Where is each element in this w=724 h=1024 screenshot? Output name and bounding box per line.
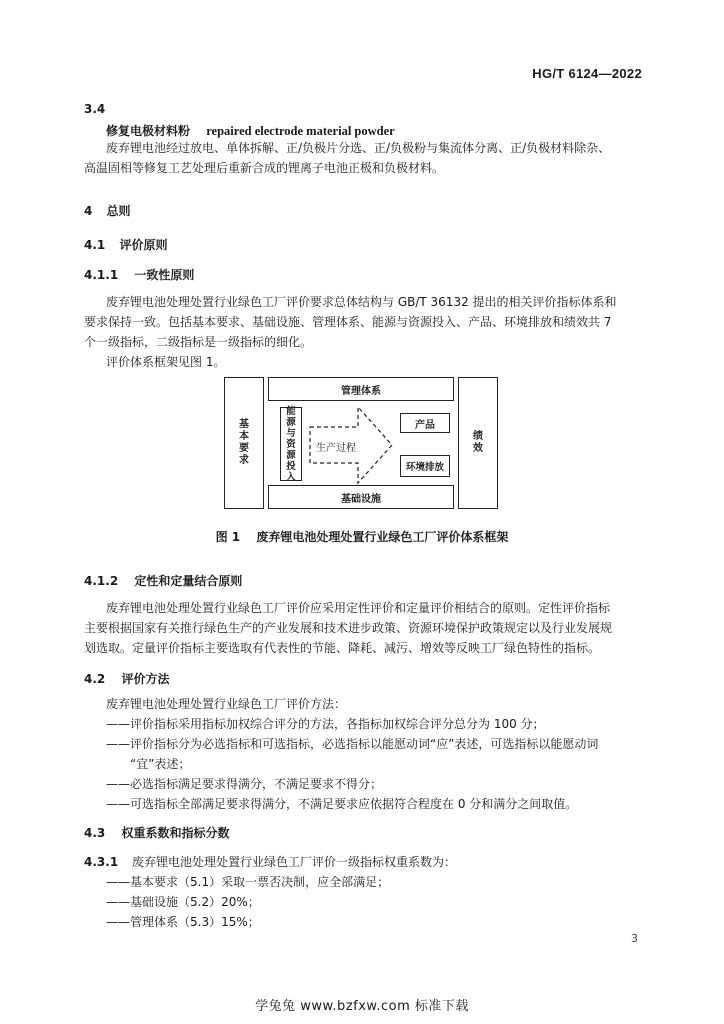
- section-4-3-1-number: 4.3.1: [84, 855, 119, 869]
- infrastructure-label: 基础设施: [341, 493, 381, 505]
- vertical-char: 本: [239, 431, 249, 442]
- section-4-3-number: 4.3: [84, 826, 106, 840]
- vertical-char: 与: [286, 427, 296, 439]
- section-4-number: 4: [84, 204, 93, 218]
- standard-code: HG/T 6124—2022: [532, 66, 642, 81]
- vertical-char: 要: [239, 443, 249, 454]
- section-4-1-1-heading: [84, 266, 194, 283]
- vertical-char: 投: [286, 460, 296, 472]
- list-item-4-3-1-3: ——管理体系（5.3）15%；: [106, 915, 260, 929]
- vertical-char: 基: [239, 419, 249, 430]
- list-item-4-2-1: ——评价指标采用指标加权综合评分的方法，各指标加权综合评分总分为 100 分；: [106, 717, 545, 731]
- section-4-heading: [84, 202, 131, 219]
- performance-label: [459, 378, 497, 508]
- watermark-footer: 学兔兔 www.bzfxw.com 标准下载: [255, 999, 469, 1014]
- environmental-emission-label: 环境排放: [405, 462, 444, 473]
- section-4-1-heading: [84, 236, 167, 253]
- para-4-1-2-line-1: 废弃锂电池处理处置行业绿色工厂评价应采用定性评价和定量评价相结合的原则。定性评价指标: [106, 601, 611, 615]
- term-zh: 修复电极材料粉: [106, 124, 191, 138]
- environmental-emission-box: [400, 455, 450, 477]
- vertical-char: 效: [473, 443, 483, 454]
- basic-requirements-box: [224, 377, 264, 509]
- section-4-2-heading: [84, 670, 169, 687]
- section-3-4-number: 3.4: [84, 102, 106, 116]
- performance-box: [458, 377, 498, 509]
- framework-figure: [222, 369, 500, 517]
- section-4-1-2-title: 定性和定量结合原则: [134, 574, 243, 588]
- infrastructure-box: [268, 485, 454, 509]
- vertical-char: 求: [239, 455, 249, 466]
- energy-resource-input-label: [281, 405, 301, 483]
- management-system-label: 管理体系: [341, 385, 381, 397]
- list-item-4-2-2: ——评价指标分为必选指标和可选指标，必选指标以能愿动词“应”表述，可选指标以能愿动词: [106, 737, 599, 751]
- energy-resource-input-box: [280, 407, 302, 481]
- section-4-3-heading: [84, 824, 229, 841]
- vertical-char: 入: [286, 471, 296, 483]
- para-4-3-1: [84, 852, 456, 872]
- section-4-2-number: 4.2: [84, 672, 106, 686]
- term-en: repaired electrode material powder: [206, 124, 395, 138]
- figure-caption: [0, 528, 724, 545]
- term-definition-line-2: 高温固相等修复工艺处理后重新合成的锂离子电池正极和负极材料。: [84, 161, 445, 175]
- para-4-1-1-figure-ref: 评价体系框架见图 1。: [106, 355, 226, 369]
- section-4-1-2-number: 4.1.2: [84, 574, 119, 588]
- term-title: [106, 122, 395, 139]
- para-4-2-intro: 废弃锂电池处理处置行业绿色工厂评价方法：: [106, 697, 347, 711]
- figure-caption-text: 废弃锂电池处理处置行业绿色工厂评价体系框架: [256, 530, 509, 544]
- vertical-char: 源: [286, 416, 296, 428]
- vertical-char: 绩: [473, 431, 483, 442]
- vertical-char: 资: [286, 438, 296, 450]
- para-4-1-1-line-3: 个一级指标，二级指标是一级指标的细化。: [84, 335, 313, 349]
- list-item-4-3-1-2: ——基础设施（5.2）20%；: [106, 895, 260, 909]
- section-4-1-number: 4.1: [84, 238, 106, 252]
- section-4-title: 总则: [106, 204, 131, 218]
- page-number: 3: [631, 932, 638, 945]
- product-box: [400, 413, 450, 433]
- product-label: 产品: [415, 419, 435, 431]
- vertical-char: 能: [286, 405, 296, 417]
- section-4-1-1-title: 一致性原则: [134, 268, 195, 282]
- production-process-label: 生产过程: [316, 443, 356, 454]
- para-4-1-1-line-2: 要求保持一致。包括基本要求、基础设施、管理体系、能源与资源投入、产品、环境排放和绩效共 7: [84, 315, 612, 329]
- vertical-char: 源: [286, 449, 296, 461]
- term-definition-line-1: 废弃锂电池经过放电、单体拆解、正/负极片分选、正/负极粉与集流体分离、正/负极材料除杂、: [106, 141, 611, 155]
- section-4-3-title: 权重系数和指标分数: [121, 826, 230, 840]
- para-4-1-1-line-1: 废弃锂电池处理处置行业绿色工厂评价要求总体结构与 GB/T 36132 提出的相关评价指标体系和: [106, 295, 617, 309]
- list-item-4-2-3: ——必选指标满足要求得满分，不满足要求不得分；: [106, 777, 383, 791]
- list-item-4-3-1-1: ——基本要求（5.1）采取一票否决制，应全部满足；: [106, 875, 390, 889]
- management-system-box: [268, 377, 454, 401]
- list-item-4-2-4: ——可选指标全部满足要求得满分，不满足要求应依据符合程度在 0 分和满分之间取值。: [106, 797, 578, 811]
- list-item-4-2-2-cont: “宜”表述；: [130, 757, 191, 771]
- section-4-1-title: 评价原则: [119, 238, 168, 252]
- section-4-3-1-text: 废弃锂电池处理处置行业绿色工厂评价一级指标权重系数为：: [132, 855, 457, 869]
- para-4-1-2-line-2: 主要根据国家有关推行绿色生产的产业发展和技术进步政策、资源环境保护政策规定以及行业发展规: [84, 621, 613, 635]
- basic-requirements-label: [225, 378, 263, 508]
- figure-caption-number: 图 1: [215, 530, 241, 544]
- section-4-1-1-number: 4.1.1: [84, 268, 119, 282]
- section-4-2-title: 评价方法: [121, 672, 170, 686]
- para-4-1-2-line-3: 划选取。定量评价指标主要选取有代表性的节能、降耗、减污、增效等反映工厂绿色特性的指标。: [84, 641, 601, 655]
- section-4-1-2-heading: [84, 572, 242, 589]
